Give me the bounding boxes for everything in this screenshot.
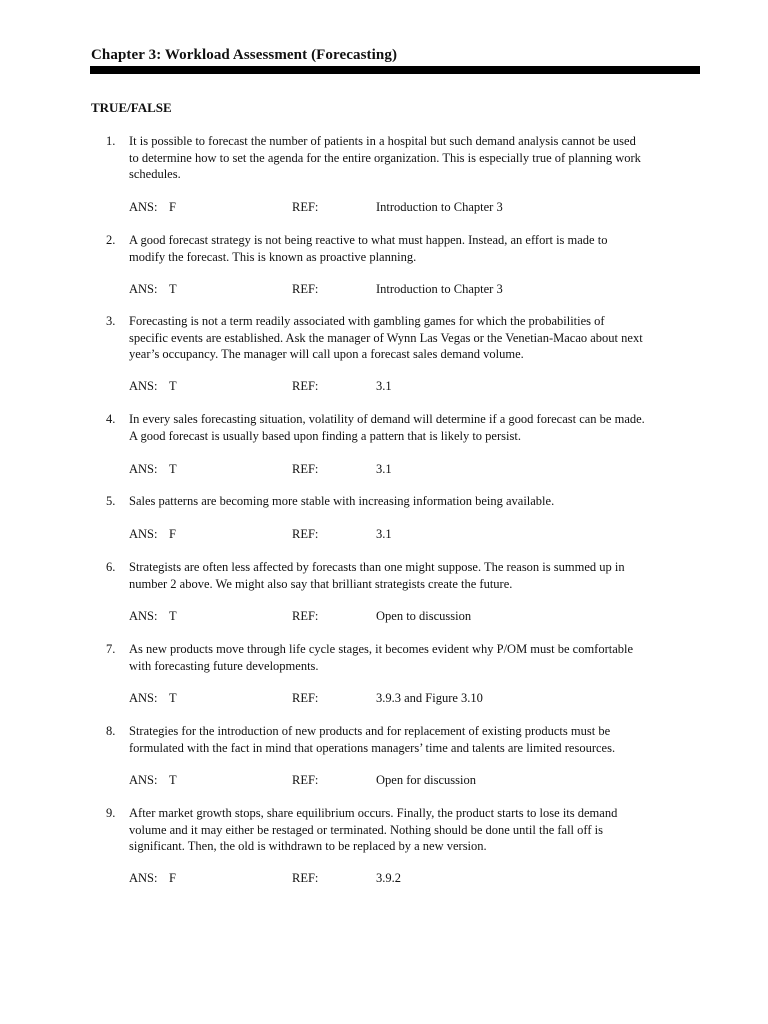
answer-label: ANS:	[129, 871, 158, 885]
reference-value: 3.9.2	[376, 871, 401, 885]
answer-value: T	[169, 773, 177, 787]
answer-label: ANS:	[129, 200, 158, 214]
question-text	[129, 313, 704, 363]
reference-value: Open for discussion	[376, 773, 476, 787]
answer-row	[129, 608, 689, 625]
answer-row	[129, 281, 689, 298]
question-text-line: A good forecast strategy is not being reactive to what must happen. Instead, an effort is made to	[129, 233, 608, 247]
question-text-line: to determine how to set the agenda for the entire organization. This is especially true of planning work	[129, 150, 641, 165]
reference-label: REF:	[292, 609, 319, 623]
reference-value: Open to discussion	[376, 609, 472, 623]
answer-value: T	[169, 379, 177, 393]
question-text-line: In every sales forecasting situation, volatility of demand will determine if a good forecast can be made.	[129, 412, 645, 426]
question-number: 1.	[106, 134, 116, 148]
question-text-line: schedules.	[129, 167, 181, 181]
question-text-line: number 2 above. We might also say that brilliant strategists create the future.	[129, 576, 513, 591]
reference-value: 3.1	[376, 462, 392, 476]
question-text	[129, 411, 704, 444]
answer-row	[129, 199, 689, 216]
reference-label: REF:	[292, 691, 319, 705]
answer-value: F	[169, 871, 176, 885]
answer-value: T	[169, 462, 177, 476]
answer-row	[129, 526, 689, 543]
reference-label: REF:	[292, 871, 319, 885]
question-text-line: Strategists are often less affected by forecasts than one might suppose. The reason is summed up in	[129, 560, 625, 574]
reference-label: REF:	[292, 773, 319, 787]
answer-row	[129, 870, 689, 887]
question-number: 6.	[106, 560, 116, 574]
reference-value: 3.9.3 and Figure 3.10	[376, 691, 483, 705]
question-text	[129, 805, 704, 855]
question-number: 2.	[106, 233, 116, 247]
answer-value: T	[169, 609, 177, 623]
reference-label: REF:	[292, 200, 319, 214]
reference-label: REF:	[292, 379, 319, 393]
question-number: 4.	[106, 412, 116, 426]
question-text-line: It is possible to forecast the number of patients in a hospital but such demand analysis cannot be used	[129, 134, 636, 148]
answer-value: T	[169, 691, 177, 705]
question-text-line: As new products move through life cycle stages, it becomes evident why P/OM must be comfortable	[129, 642, 634, 656]
section-heading: TRUE/FALSE	[91, 100, 172, 115]
question-text	[129, 641, 704, 674]
reference-label: REF:	[292, 462, 319, 476]
answer-row	[129, 378, 689, 395]
question-number: 5.	[106, 494, 116, 508]
reference-label: REF:	[292, 282, 319, 296]
answer-label: ANS:	[129, 609, 158, 623]
question-text	[129, 723, 704, 756]
answer-label: ANS:	[129, 462, 158, 476]
reference-label: REF:	[292, 527, 319, 541]
question-text	[129, 493, 704, 510]
answer-label: ANS:	[129, 773, 158, 787]
question-text	[129, 559, 704, 592]
chapter-title: Chapter 3: Workload Assessment (Forecasting)	[91, 47, 398, 63]
answer-label: ANS:	[129, 691, 158, 705]
question-text-line: significant. Then, the old is withdrawn to be replaced by a new version.	[129, 839, 487, 853]
question-text-line: specific events are established. Ask the manager of Wynn Las Vegas or the Venetian-Macao about next	[129, 330, 643, 345]
answer-value: F	[169, 527, 176, 541]
reference-value: 3.1	[376, 379, 392, 393]
question-text-line: A good forecast is usually based upon finding a pattern that is likely to persist.	[129, 428, 521, 443]
question-text	[129, 232, 704, 265]
question-text-line: Forecasting is not a term readily associated with gambling games for which the probabilities of	[129, 314, 605, 328]
reference-value: Introduction to Chapter 3	[376, 282, 503, 296]
answer-label: ANS:	[129, 282, 158, 296]
question-text	[129, 133, 704, 183]
question-number: 3.	[106, 314, 116, 328]
title-rule	[90, 66, 700, 74]
question-text-line: After market growth stops, share equilibrium occurs. Finally, the product starts to lose its demand	[129, 806, 618, 820]
question-text-line: modify the forecast. This is known as proactive planning.	[129, 249, 417, 264]
answer-row	[129, 772, 689, 789]
question-number: 7.	[106, 642, 116, 656]
question-text-line: Sales patterns are becoming more stable with increasing information being available.	[129, 494, 555, 508]
answer-label: ANS:	[129, 379, 158, 393]
answer-label: ANS:	[129, 527, 158, 541]
reference-value: Introduction to Chapter 3	[376, 200, 503, 214]
question-text-line: with forecasting future developments.	[129, 658, 319, 673]
question-text-line: Strategies for the introduction of new products and for replacement of existing products must be	[129, 724, 611, 738]
answer-row	[129, 690, 689, 707]
question-text-line: year’s occupancy. The manager will call upon a forecast sales demand volume.	[129, 347, 524, 361]
reference-value: 3.1	[376, 527, 392, 541]
answer-value: T	[169, 282, 177, 296]
question-number: 9.	[106, 806, 116, 820]
question-text-line: formulated with the fact in mind that operations managers’ time and talents are limited resources.	[129, 740, 616, 755]
answer-value: F	[169, 200, 176, 214]
question-number: 8.	[106, 724, 116, 738]
answer-row	[129, 461, 689, 478]
question-text-line: volume and it may either be restaged or terminated. Nothing should be done until the fall off is	[129, 822, 603, 837]
